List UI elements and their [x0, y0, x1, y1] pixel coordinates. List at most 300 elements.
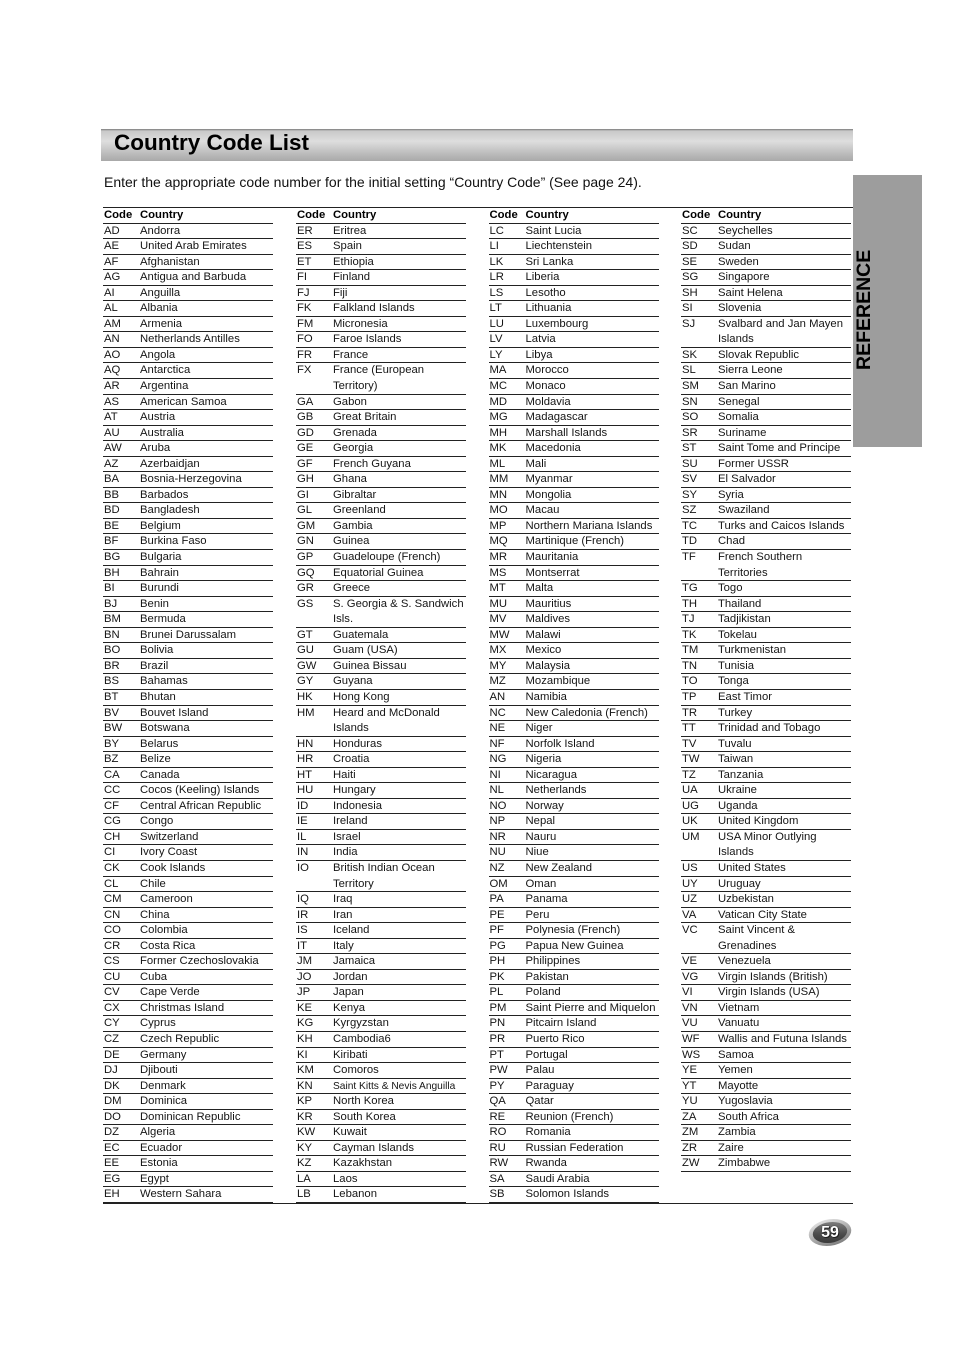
country-code: CL — [104, 877, 119, 890]
country-name: El Salvador — [718, 473, 776, 486]
country-name: Venezuela — [718, 955, 771, 968]
country-code: WS — [682, 1048, 701, 1061]
country-name: Ghana — [333, 473, 367, 486]
country-code: AN — [489, 690, 506, 703]
country-name: Turkey — [718, 706, 753, 719]
country-code: TK — [682, 628, 697, 641]
country-code: CH — [104, 830, 121, 843]
country-name: Guinea — [333, 535, 370, 548]
table-row — [103, 1094, 273, 1110]
country-code: MS — [489, 566, 507, 579]
country-name: Swaziland — [718, 504, 770, 517]
country-code: TD — [682, 535, 698, 548]
table-row — [296, 597, 466, 628]
country-code: BH — [104, 566, 120, 579]
country-name: Aruba — [140, 442, 171, 455]
country-code: UK — [682, 815, 698, 828]
table-row — [681, 1016, 851, 1032]
code-header: Code — [297, 209, 326, 221]
table-row — [103, 737, 273, 753]
country-code: US — [682, 861, 698, 874]
country-name: Dominica — [140, 1095, 188, 1108]
country-code: UA — [682, 784, 698, 797]
country-name: Bangladesh — [140, 504, 200, 517]
table-row — [681, 472, 851, 488]
table-row — [489, 799, 659, 815]
table-row — [296, 954, 466, 970]
table-row — [296, 814, 466, 830]
country-name: Liechtenstein — [525, 240, 593, 253]
country-name: North Korea — [333, 1095, 394, 1108]
table-row — [103, 426, 273, 442]
country-name: Argentina — [140, 380, 189, 393]
table-row — [489, 1079, 659, 1095]
table-row — [681, 970, 851, 986]
country-code: BR — [104, 659, 120, 672]
country-code: VI — [682, 986, 693, 999]
country-code: PL — [489, 986, 504, 999]
country-name: Lithuania — [525, 302, 572, 315]
table-row — [489, 659, 659, 675]
country-code: BO — [104, 644, 121, 657]
country-code: AF — [104, 255, 119, 268]
table-row — [681, 830, 851, 861]
country-code: GA — [297, 395, 314, 408]
country-code: GD — [297, 426, 314, 439]
country-code: GS — [297, 597, 314, 610]
table-row — [103, 286, 273, 302]
country-header: Country — [525, 209, 569, 221]
page-number: 59 — [821, 1224, 839, 1241]
table-row — [296, 255, 466, 271]
table-row — [103, 706, 273, 722]
country-code: PN — [489, 1017, 506, 1030]
country-code: MQ — [489, 535, 508, 548]
country-code: GT — [297, 628, 313, 641]
table-row — [489, 1141, 659, 1157]
country-code: GI — [297, 488, 309, 501]
table-row — [489, 970, 659, 986]
country-code: IE — [297, 815, 308, 828]
section-tab — [853, 175, 922, 447]
table-row — [296, 472, 466, 488]
country-code: NU — [489, 846, 506, 859]
country-code: HU — [297, 784, 314, 797]
table-row — [489, 830, 659, 846]
table-row — [681, 317, 851, 348]
table-row — [296, 1079, 466, 1095]
table-row — [103, 488, 273, 504]
country-name: Vatican City State — [718, 908, 807, 921]
country-name: Kyrgyzstan — [333, 1017, 389, 1030]
table-row — [489, 877, 659, 893]
table-row — [103, 814, 273, 830]
country-name: Virgin Islands (British) — [718, 970, 828, 983]
table-row — [296, 286, 466, 302]
country-code: YT — [682, 1079, 697, 1092]
country-code: TT — [682, 722, 696, 735]
country-code: JP — [297, 986, 311, 999]
table-row — [103, 410, 273, 426]
country-name: France — [333, 348, 369, 361]
country-name: San Marino — [718, 380, 776, 393]
country-name: Sierra Leone — [718, 364, 783, 377]
table-row — [296, 861, 466, 892]
country-code: FX — [297, 364, 312, 377]
country-code: BZ — [104, 753, 119, 766]
table-row — [681, 270, 851, 286]
table-row — [103, 363, 273, 379]
country-name: Andorra — [140, 224, 181, 237]
country-name: French Guyana — [333, 457, 411, 470]
table-row — [489, 1125, 659, 1141]
table-row — [489, 721, 659, 737]
country-code: LV — [489, 333, 503, 346]
table-row — [296, 270, 466, 286]
country-name: Great Britain — [333, 411, 397, 424]
country-name: Spain — [333, 240, 362, 253]
country-name: Uganda — [718, 799, 758, 812]
country-name: Iceland — [333, 924, 370, 937]
table-row — [489, 286, 659, 302]
table-row — [103, 566, 273, 582]
country-name: United Kingdom — [718, 815, 799, 828]
country-name: Belarus — [140, 737, 179, 750]
country-code: MM — [489, 473, 509, 486]
table-row — [296, 799, 466, 815]
country-name: Macau — [525, 504, 560, 517]
country-code: ST — [682, 442, 697, 455]
country-code: PM — [489, 1001, 507, 1014]
table-row — [296, 1016, 466, 1032]
country-code: RE — [489, 1110, 506, 1123]
country-code: VE — [682, 955, 698, 968]
table-row — [103, 519, 273, 535]
table-row — [103, 923, 273, 939]
country-name: Honduras — [333, 737, 382, 750]
table-row — [296, 1001, 466, 1017]
table-row — [296, 1141, 466, 1157]
table-row — [489, 1063, 659, 1079]
country-code: CY — [104, 1017, 120, 1030]
country-code: AE — [104, 240, 120, 253]
country-code: CU — [104, 970, 121, 983]
table-row — [681, 1110, 851, 1126]
country-name: Wallis and Futuna Islands — [718, 1032, 847, 1045]
country-name: Fiji — [333, 286, 348, 299]
table-row — [296, 317, 466, 333]
country-code: DM — [104, 1095, 122, 1108]
table-row — [489, 690, 659, 706]
country-name: Tunisia — [718, 659, 754, 672]
country-code: CR — [104, 939, 121, 952]
country-name: Sudan — [718, 240, 751, 253]
country-name: Georgia — [333, 442, 374, 455]
country-name: Iraq — [333, 893, 353, 906]
country-code: DK — [104, 1079, 120, 1092]
table-row — [103, 939, 273, 955]
country-code: SR — [682, 426, 698, 439]
country-name: Brazil — [140, 659, 169, 672]
country-code: KZ — [297, 1157, 312, 1170]
country-code: SG — [682, 271, 699, 284]
country-code: GW — [297, 659, 317, 672]
country-name: Kiribati — [333, 1048, 368, 1061]
table-row — [681, 1001, 851, 1017]
country-name: Nigeria — [525, 753, 562, 766]
table-row — [489, 426, 659, 442]
table-row — [681, 814, 851, 830]
country-code: IN — [297, 846, 309, 859]
country-code: HN — [297, 737, 314, 750]
table-row — [489, 1016, 659, 1032]
country-code: ES — [297, 240, 313, 253]
country-name: Martinique (French) — [525, 535, 625, 548]
table-row — [489, 301, 659, 317]
country-code: SY — [682, 488, 698, 501]
country-name: Tanzania — [718, 768, 764, 781]
table-row — [681, 1079, 851, 1095]
country-name: Djibouti — [140, 1064, 178, 1077]
country-name: Equatorial Guinea — [333, 566, 424, 579]
country-code: CX — [104, 1001, 120, 1014]
country-name: Switzerland — [140, 830, 199, 843]
country-name: Japan — [333, 986, 364, 999]
country-name: Saudi Arabia — [525, 1172, 590, 1185]
table-row — [489, 503, 659, 519]
country-name: Antigua and Barbuda — [140, 271, 247, 284]
country-code: UG — [682, 799, 699, 812]
country-code: AL — [104, 302, 118, 315]
country-name: Madagascar — [525, 411, 588, 424]
country-code: BY — [104, 737, 120, 750]
country-code: TR — [682, 706, 698, 719]
table-row — [103, 1048, 273, 1064]
country-code: GM — [297, 519, 316, 532]
country-name: Falkland Islands — [333, 302, 415, 315]
country-name: Hungary — [333, 784, 376, 797]
country-name: Libya — [525, 348, 553, 361]
country-name: Costa Rica — [140, 939, 196, 952]
country-name: Chile — [140, 877, 166, 890]
table-row — [681, 224, 851, 240]
country-name: Hong Kong — [333, 690, 390, 703]
column-header-row — [489, 208, 659, 224]
country-name: Tokelau — [718, 628, 757, 641]
country-code: BW — [104, 722, 123, 735]
country-name: Senegal — [718, 395, 760, 408]
table-row — [296, 628, 466, 644]
country-name: Mozambique — [525, 675, 591, 688]
table-row — [489, 224, 659, 240]
country-name: East Timor — [718, 690, 772, 703]
country-name: Colombia — [140, 924, 188, 937]
table-row — [489, 892, 659, 908]
country-code: SB — [489, 1188, 505, 1201]
country-name: Netherlands Antilles — [140, 333, 240, 346]
table-row — [103, 379, 273, 395]
table-row — [681, 752, 851, 768]
country-code: GB — [297, 411, 314, 424]
country-code: MY — [489, 659, 507, 672]
country-name: Chad — [718, 535, 746, 548]
table-row — [103, 845, 273, 861]
country-name: Dominican Republic — [140, 1110, 241, 1123]
country-code: IR — [297, 908, 309, 921]
table-row — [681, 503, 851, 519]
country-name: Puerto Rico — [525, 1032, 585, 1045]
country-name: Pakistan — [525, 970, 569, 983]
country-code: YE — [682, 1064, 698, 1077]
country-code: BF — [104, 535, 119, 548]
table-row — [681, 379, 851, 395]
country-name: Paraguay — [525, 1079, 574, 1092]
table-row — [296, 706, 466, 737]
country-name: Belize — [140, 753, 171, 766]
table-row — [296, 224, 466, 240]
country-name: Gabon — [333, 395, 367, 408]
table-row — [681, 597, 851, 613]
country-name: American Samoa — [140, 395, 227, 408]
country-code: LU — [489, 317, 504, 330]
country-name: Christmas Island — [140, 1001, 225, 1014]
country-name: Guyana — [333, 675, 373, 688]
country-name: Lebanon — [333, 1188, 377, 1201]
country-name: Central African Republic — [140, 799, 262, 812]
table-row — [681, 1141, 851, 1157]
country-name: United States — [718, 861, 786, 874]
country-code: SJ — [682, 317, 696, 330]
country-name: Moldavia — [525, 395, 571, 408]
country-code: NP — [489, 815, 506, 828]
table-row — [296, 488, 466, 504]
table-row — [296, 783, 466, 799]
table-row — [681, 985, 851, 1001]
country-name: Faroe Islands — [333, 333, 402, 346]
country-code: MX — [489, 644, 507, 657]
table-row — [103, 224, 273, 240]
country-code: PK — [489, 970, 505, 983]
country-name: Angola — [140, 348, 176, 361]
table-row — [681, 737, 851, 753]
country-name: Russian Federation — [525, 1141, 624, 1154]
country-code: TO — [682, 675, 698, 688]
table-row — [296, 363, 466, 394]
country-name: China — [140, 908, 170, 921]
table-row — [681, 908, 851, 924]
country-name: Slovenia — [718, 302, 762, 315]
country-name: Australia — [140, 426, 184, 439]
country-code: NF — [489, 737, 505, 750]
table-row — [103, 395, 273, 411]
country-code: EE — [104, 1157, 120, 1170]
country-code: SV — [682, 473, 698, 486]
table-row — [489, 1110, 659, 1126]
table-row — [489, 472, 659, 488]
table-row — [489, 674, 659, 690]
table-row — [103, 861, 273, 877]
country-code: MU — [489, 597, 508, 610]
table-row — [681, 488, 851, 504]
country-name: Finland — [333, 271, 371, 284]
table-row — [681, 612, 851, 628]
table-row — [103, 348, 273, 364]
table-row — [296, 768, 466, 784]
country-name: Rwanda — [525, 1157, 567, 1170]
country-code: SH — [682, 286, 698, 299]
country-name: Netherlands — [525, 784, 587, 797]
code-header: Code — [489, 209, 518, 221]
table-row — [681, 1156, 851, 1172]
country-code: ZW — [682, 1157, 700, 1170]
country-code: ZR — [682, 1141, 698, 1154]
table-row — [681, 1048, 851, 1064]
table-row — [681, 659, 851, 675]
country-code: GF — [297, 457, 313, 470]
table-row — [296, 1172, 466, 1188]
country-code: GN — [297, 535, 314, 548]
country-name: United Arab Emirates — [140, 240, 247, 253]
country-code: KR — [297, 1110, 313, 1123]
country-name: Cameroon — [140, 893, 193, 906]
country-code: DE — [104, 1048, 120, 1061]
country-name: Burkina Faso — [140, 535, 207, 548]
table-row — [489, 317, 659, 333]
table-row — [489, 441, 659, 457]
table-row — [489, 379, 659, 395]
country-name: Turkmenistan — [718, 644, 787, 657]
table-row — [296, 1187, 466, 1203]
country-name: Seychelles — [718, 224, 773, 237]
country-name: South Africa — [718, 1110, 779, 1123]
country-code: ET — [297, 255, 312, 268]
country-code: AZ — [104, 457, 119, 470]
table-row — [103, 581, 273, 597]
country-name: Namibia — [525, 690, 567, 703]
column-header-row — [103, 208, 273, 224]
country-code: SO — [682, 411, 699, 424]
country-name: Estonia — [140, 1157, 178, 1170]
table-row — [296, 348, 466, 364]
country-name: Antarctica — [140, 364, 191, 377]
country-name: India — [333, 846, 358, 859]
country-code: GR — [297, 582, 314, 595]
country-code: AR — [104, 380, 120, 393]
table-row — [103, 534, 273, 550]
country-code: BJ — [104, 597, 118, 610]
country-name: Palau — [525, 1064, 555, 1077]
table-row — [489, 923, 659, 939]
country-name: Bulgaria — [140, 551, 182, 564]
country-name: Benin — [140, 597, 169, 610]
country-code: NC — [489, 706, 506, 719]
table-row — [489, 534, 659, 550]
country-name: Vanuatu — [718, 1017, 760, 1030]
country-name: Slovak Republic — [718, 348, 800, 361]
country-code: KY — [297, 1141, 313, 1154]
table-row — [103, 643, 273, 659]
table-row — [103, 985, 273, 1001]
country-code: QA — [489, 1095, 506, 1108]
table-row — [681, 690, 851, 706]
country-name: Bolivia — [140, 644, 174, 657]
country-name: Mauritania — [525, 551, 579, 564]
country-name: Sri Lanka — [525, 255, 574, 268]
country-code: PA — [489, 893, 504, 906]
table-row — [489, 768, 659, 784]
country-name: Burundi — [140, 582, 179, 595]
country-code: DZ — [104, 1126, 120, 1139]
